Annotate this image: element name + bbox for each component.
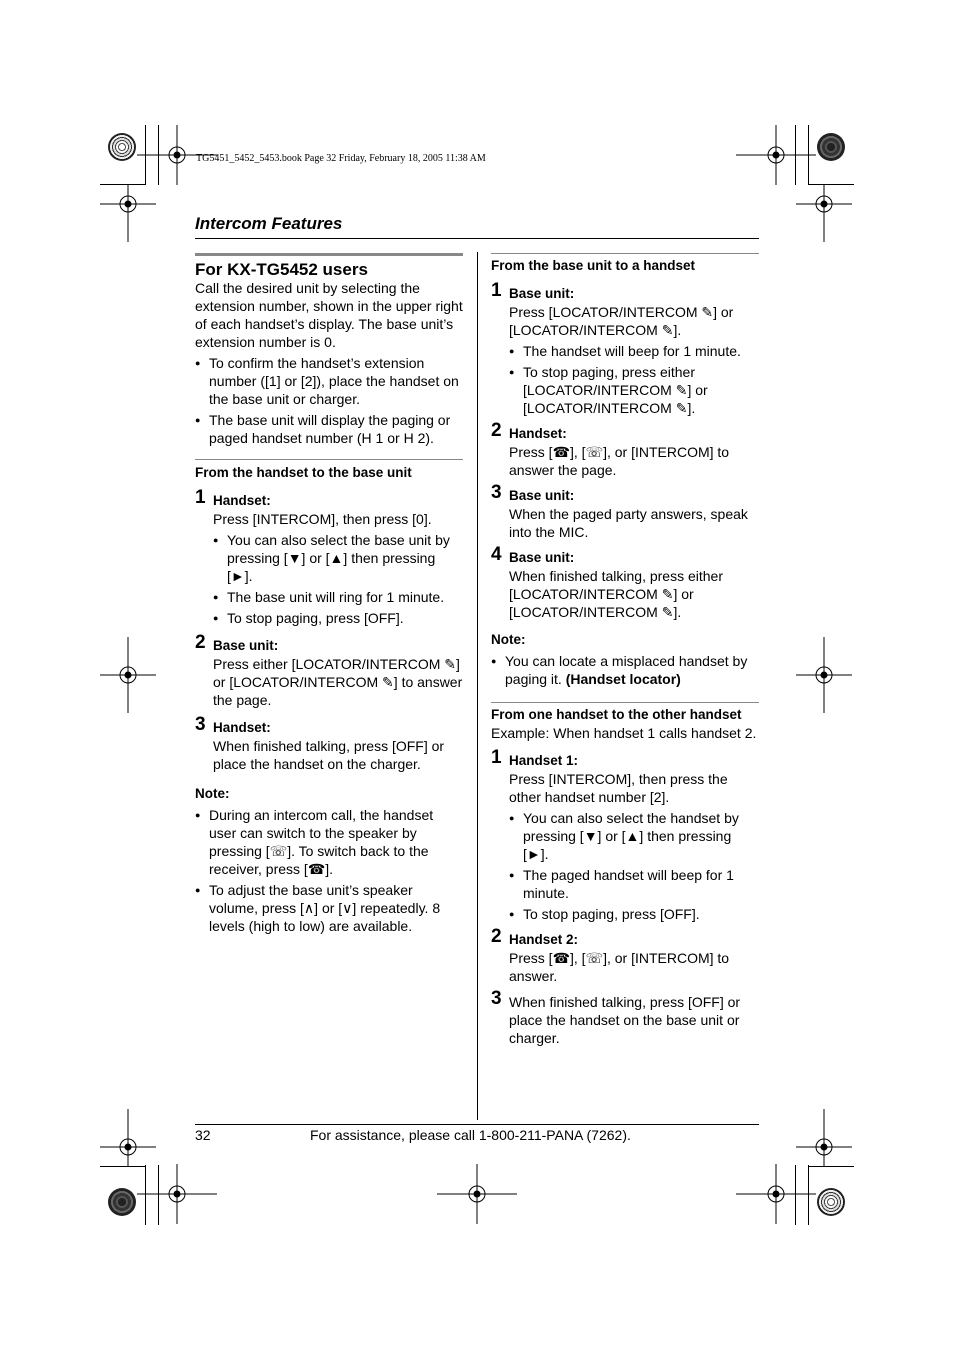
subsection-rule xyxy=(195,459,463,460)
step-number: 3 xyxy=(195,714,206,735)
step-text: When finished talking, press either [LOCATOR/INTERCOM ✎] or [LOCATOR/INTERCOM ✎]. xyxy=(509,568,723,620)
step-number: 2 xyxy=(491,926,502,947)
list-item: ● The paged handset will beep for 1 minute. xyxy=(509,866,759,902)
list-item xyxy=(491,652,759,688)
step-text: Press [LOCATOR/INTERCOM ✎] or [LOCATOR/INTERCOM ✎]. xyxy=(509,304,734,338)
users-heading: For KX-TG5452 users xyxy=(195,260,368,279)
list-item: ● During an intercom call, the handset user can switch to the speaker by pressing [☏]. To switch back to the receiver, press [☎]. xyxy=(195,806,463,878)
intro-text: Call the desired unit by selecting the extension number, shown in the upper right of each handset’s display. The base unit’s extension number is 0. xyxy=(195,280,463,350)
note-label: Note: xyxy=(491,632,526,647)
step-label: Base unit: xyxy=(509,286,575,301)
step-1 xyxy=(491,280,759,417)
list-item: ● You can also select the handset by pressing [▼] or [▲] then pressing [►]. xyxy=(509,809,759,863)
list-item: ● To adjust the base unit’s speaker volume, press [∧] or [∨] repeatedly. 8 levels (high to low) are available. xyxy=(195,881,463,935)
footer-rule xyxy=(195,1124,759,1125)
step-2 xyxy=(195,632,463,709)
step-label: Handset: xyxy=(213,720,271,735)
subsection-rule xyxy=(491,702,759,703)
step-3 xyxy=(491,988,759,1047)
section-title: Intercom Features xyxy=(195,214,343,233)
heading-rule xyxy=(195,253,463,256)
list-item: ● The handset will beep for 1 minute. xyxy=(509,342,759,360)
left-column xyxy=(195,253,463,935)
step-number: 3 xyxy=(491,482,502,503)
step-3 xyxy=(491,482,759,541)
step-number: 1 xyxy=(195,487,206,508)
note-text: You can locate a misplaced handset by paging it. xyxy=(505,653,748,687)
step-label: Handset 2: xyxy=(509,932,579,947)
list-item: ● The base unit will ring for 1 minute. xyxy=(213,588,463,606)
step-number: 2 xyxy=(491,420,502,441)
subsection-heading: From the base unit to a handset xyxy=(491,258,696,273)
list-item: ● To stop paging, press [OFF]. xyxy=(213,609,463,627)
step-2 xyxy=(491,420,759,479)
step-number: 4 xyxy=(491,544,502,565)
subsection-heading: From one handset to the other handset xyxy=(491,707,742,722)
step-3 xyxy=(195,714,463,773)
step-text: When the paged party answers, speak into the MIC. xyxy=(509,506,748,540)
step-label: Base unit: xyxy=(509,488,575,503)
step-number: 3 xyxy=(491,988,502,1009)
note-bold: (Handset locator) xyxy=(565,671,681,687)
step-label: Handset: xyxy=(509,426,567,441)
step-text: Press [INTERCOM], then press [0]. xyxy=(213,511,432,527)
list-item: ● To confirm the handset’s extension number ([1] or [2]), place the handset on the base unit or charger. xyxy=(195,354,463,408)
list-item: ● To stop paging, press [OFF]. xyxy=(509,905,759,923)
step-text: Press [☎], [☏], or [INTERCOM] to answer the page. xyxy=(509,444,730,478)
step-label: Handset: xyxy=(213,493,271,508)
step-number: 1 xyxy=(491,280,502,301)
step-label: Base unit: xyxy=(509,550,575,565)
list-item: ● The base unit will display the paging or paged handset number (H 1 or H 2). xyxy=(195,411,463,447)
step-label: Handset 1: xyxy=(509,753,579,768)
step-text: Press [☎], [☏], or [INTERCOM] to answer. xyxy=(509,950,730,984)
right-column xyxy=(491,253,759,1047)
page-number: 32 xyxy=(195,1127,211,1143)
subsection-heading: From the handset to the base unit xyxy=(195,465,412,480)
step-2 xyxy=(491,926,759,985)
step-text: When finished talking, press [OFF] or place the handset on the charger. xyxy=(213,738,445,772)
step-number: 2 xyxy=(195,632,206,653)
print-imprint: TG5451_5452_5453.book Page 32 Friday, February 18, 2005 11:38 AM xyxy=(196,153,486,164)
assistance-line: For assistance, please call 1-800-211-PANA (7262). xyxy=(310,1127,631,1143)
step-text: Press [INTERCOM], then press the other handset number [2]. xyxy=(509,771,728,805)
title-rule xyxy=(195,238,759,239)
step-text: When finished talking, press [OFF] or place the handset on the base unit or charger. xyxy=(509,994,741,1046)
step-text: Press either [LOCATOR/INTERCOM ✎] or [LOCATOR/INTERCOM ✎] to answer the page. xyxy=(213,656,463,708)
list-item: ● To stop paging, press either [LOCATOR/INTERCOM ✎] or [LOCATOR/INTERCOM ✎]. xyxy=(509,363,759,417)
step-1 xyxy=(195,487,463,627)
step-number: 1 xyxy=(491,747,502,768)
example-text: Example: When handset 1 calls handset 2. xyxy=(491,725,757,741)
list-item: ● You can also select the base unit by pressing [▼] or [▲] then pressing [►]. xyxy=(213,531,463,585)
subsection-rule xyxy=(491,253,759,254)
column-divider xyxy=(477,252,478,1120)
note-label: Note: xyxy=(195,786,230,801)
step-4 xyxy=(491,544,759,621)
step-1 xyxy=(491,747,759,923)
step-label: Base unit: xyxy=(213,638,279,653)
